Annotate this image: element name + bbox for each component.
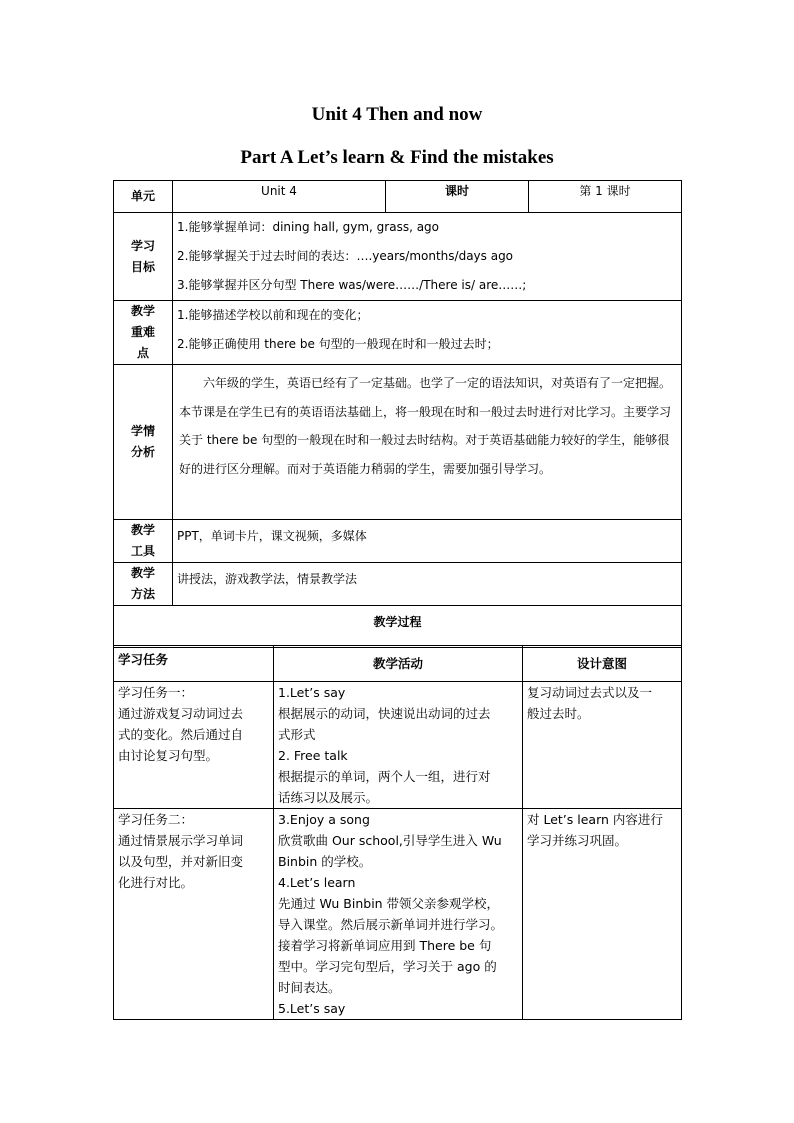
period-label: 课时 [386,181,529,213]
task-line: 由讨论复习句型。 [118,748,219,763]
intent-line: 对 Let’s learn 内容进行 [527,812,663,827]
keypoints-label [114,301,173,365]
keypoints-label-text: 教学重难点 [130,304,155,360]
activity-line: Binbin 的学校。 [278,854,372,869]
activity-line: 2. Free talk [278,748,348,763]
task-line: 学习任务二： [118,812,194,827]
activity-line: 型中。学习完句型后，学习关于 ago 的 [278,959,497,974]
col-activity-header: 教学活动 [274,646,523,682]
activity-line: 3.Enjoy a song [278,812,370,827]
page-title: Unit 4 Then and now [311,104,483,125]
methods-label-text: 教学方法 [130,566,155,601]
activity-line: 接着学习将新单词应用到 There be 句 [278,938,492,953]
period-value: 第 1 课时 [529,181,682,213]
activity-line: 话练习以及展示。 [278,790,379,805]
activity-line: 根据展示的动词，快速说出动词的过去 [278,706,491,721]
objectives-label [114,213,173,301]
col-intent-header: 设计意图 [523,646,682,682]
activity-line: 欣赏歌曲 Our school,引导学生进入 Wu [278,833,502,848]
analysis-label-text: 学情分析 [130,424,155,459]
tools-label-text: 教学工具 [130,523,155,558]
task-line: 式的变化。然后通过自 [118,727,244,742]
task-cell [114,682,274,809]
objective-item: 3.能够掌握并区分句型 There was/were……/There is/ are……; [177,278,527,292]
activity-line: 1.Let’s say [278,685,346,700]
task-line: 通过情景展示学习单词 [118,833,244,848]
table-row [114,809,682,1020]
keypoint-item: 1.能够描述学校以前和现在的变化； [177,308,369,322]
objective-item: 2.能够掌握关于过去时间的表达：….years/months/days ago [177,249,514,263]
methods-value: 讲授法，游戏教学法，情景教学法 [173,563,682,606]
keypoint-item: 2.能够正确使用 there be 句型的一般现在时和一般过去时； [177,337,499,351]
task-line: 化进行对比。 [118,875,194,890]
activity-line: 先通过 Wu Binbin 带领父亲参观学校， [278,896,500,911]
activity-cell [274,682,523,809]
unit-value: Unit 4 [173,181,386,213]
activity-line: 式形式 [278,727,316,742]
process-table [113,645,682,1020]
task-line: 以及句型，并对新旧变 [118,854,244,869]
intent-cell [523,809,682,1020]
table-row [114,682,682,809]
objective-item: 1.能够掌握单词：dining hall, gym, grass, ago [177,220,440,234]
activity-line: 4.Let’s learn [278,875,356,890]
objectives-label-text: 学习目标 [130,238,155,274]
objectives-cell [173,213,682,301]
col-task-header: 学习任务 [114,646,274,682]
task-line: 通过游戏复习动词过去 [118,706,244,721]
activity-line: 时间表达。 [278,980,341,995]
tools-label [114,520,173,563]
tools-value: PPT，单词卡片，课文视频，多媒体 [173,520,682,563]
intent-line: 般过去时。 [527,706,590,721]
activity-line: 根据提示的单词，两个人一组，进行对 [278,769,491,784]
process-heading: 教学过程 [114,606,682,648]
page-subtitle: Part A Let’s learn & Find the mistakes [240,147,554,168]
analysis-text: 六年级的学生，英语已经有了一定基础。也学了一定的语法知识，对英语有了一定把握。本节课是在学生已有的英语语法基础上，将一般现在时和一般过去时进行对比学习。主要学习关于 there be 句型的一般现在时和一般过去时结构。对于英语基础能力较好的学生，能够很好的进行区分理解。而对于英语能力稍弱的学生，需要加强引导学习。 [173,365,682,520]
lesson-info-table [113,180,682,648]
intent-line: 学习并练习巩固。 [527,833,628,848]
methods-label [114,563,173,606]
task-line: 学习任务一： [118,685,194,700]
activity-line: 5.Let’s say [278,1001,346,1016]
task-cell [114,809,274,1020]
intent-cell [523,682,682,809]
intent-line: 复习动词过去式以及一 [527,685,653,700]
activity-line: 导入课堂。然后展示新单词并进行学习。 [278,917,504,932]
keypoints-cell [173,301,682,365]
unit-label: 单元 [114,181,173,213]
activity-cell [274,809,523,1020]
analysis-label [114,365,173,520]
